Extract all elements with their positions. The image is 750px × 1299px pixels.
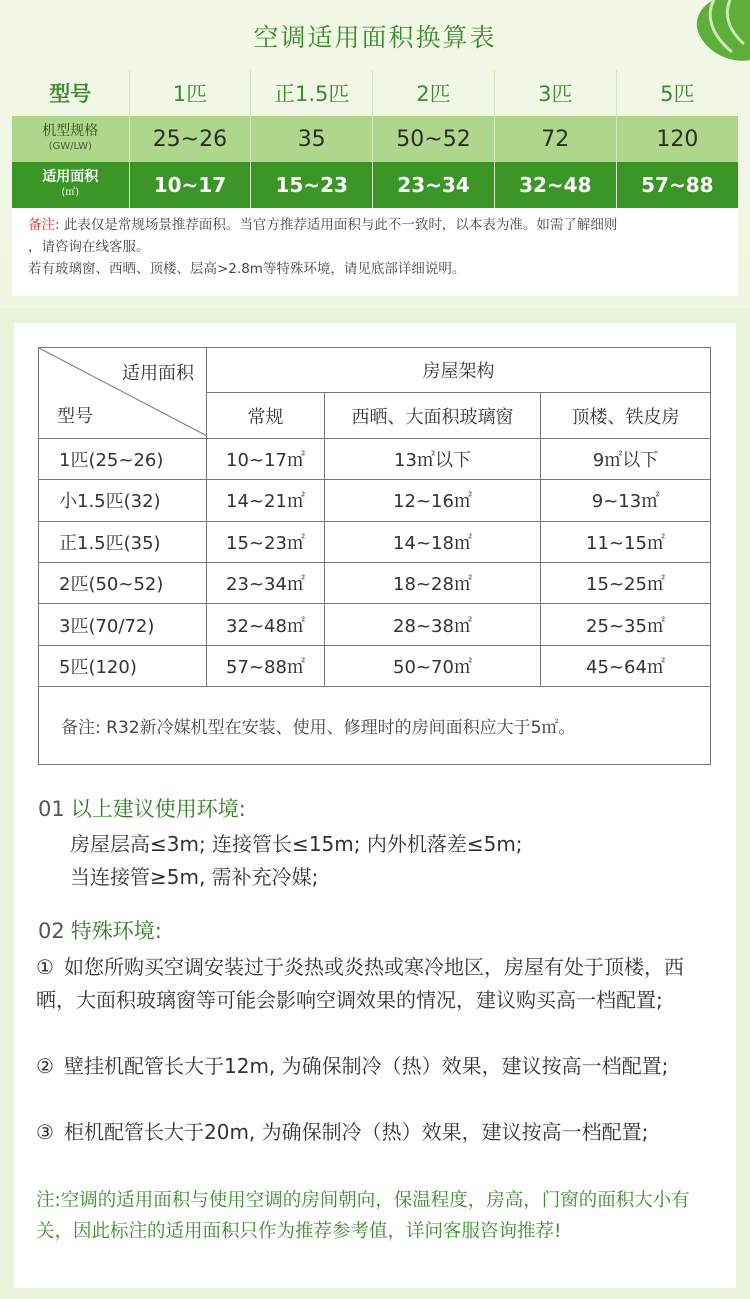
top-note-line3: 若有玻璃窗、西晒、顶楼、层高>2.8m等特殊环境，请见底部详细说明。 <box>28 261 466 277</box>
table-cell: 18~28㎡ <box>325 563 541 604</box>
table-cell: 23~34㎡ <box>207 563 325 604</box>
capacity-unit: (GW/LW) <box>48 141 92 152</box>
area-grid-table <box>38 347 711 765</box>
capacity-label: 机型规格 <box>42 123 99 139</box>
section1-title: 以上建议使用环境: <box>70 797 246 821</box>
table-cell: 45~64㎡ <box>541 645 711 686</box>
list-item <box>36 951 716 1017</box>
table-cell: 15~25㎡ <box>541 563 711 604</box>
spec-capacity-row <box>12 116 738 162</box>
top-note <box>12 208 738 280</box>
column-header: 顶楼、铁皮房 <box>541 393 711 438</box>
spec-header-row <box>12 70 738 116</box>
monstera-leaf-icon <box>670 0 750 64</box>
model-cell: 5匹(120) <box>39 645 207 686</box>
section1-heading <box>38 793 246 823</box>
area-cell: 32~48 <box>494 162 616 208</box>
diag-top-label: 适用面积 <box>122 363 194 384</box>
list-item-text: 壁挂机配管长大于12m, 为确保制冷（热）效果，建议按高一档配置; <box>64 1054 669 1078</box>
table-row <box>39 521 711 562</box>
final-note <box>36 1185 724 1247</box>
table-cell: 15~23㎡ <box>207 521 325 562</box>
area-cell: 57~88 <box>616 162 738 208</box>
top-note-line1: 此表仅是常规场景推荐面积。当官方推荐适用面积与此不一致时，以本表为准。如需了解细则 <box>63 217 618 233</box>
table-row <box>39 604 711 645</box>
final-note-prefix: 注: <box>36 1190 61 1211</box>
table-row <box>39 438 711 479</box>
circled-two-icon: ② <box>36 1054 54 1078</box>
model-cell: 5匹 <box>616 70 738 116</box>
final-note-text: 空调的适用面积与使用空调的房间朝向，保温程度，房高，门窗的面积大小有关，因此标注的适用面积只作为推荐参考值，详问客服咨询推荐! <box>36 1190 690 1242</box>
diag-bottom-label: 型号 <box>57 405 93 427</box>
column-header: 西晒、大面积玻璃窗 <box>325 393 541 438</box>
model-cell: 3匹(70/72) <box>39 604 207 645</box>
table-cell: 14~21㎡ <box>207 480 325 521</box>
list-item-text: 柜机配管长大于20m, 为确保制冷（热）效果，建议按高一档配置; <box>64 1120 649 1144</box>
table-cell: 13㎡以下 <box>325 438 541 479</box>
model-cell: 小1.5匹(32) <box>39 480 207 521</box>
area-cell: 23~34 <box>373 162 495 208</box>
spec-summary-card <box>12 70 738 296</box>
capacity-cell: 72 <box>494 116 616 162</box>
table-cell: 57~88㎡ <box>207 645 325 686</box>
table-cell: 25~35㎡ <box>541 604 711 645</box>
capacity-cell: 120 <box>616 116 738 162</box>
top-note-line2: ，请咨询在线客服。 <box>28 239 150 255</box>
circled-one-icon: ① <box>36 955 54 979</box>
circled-three-icon: ③ <box>36 1120 54 1144</box>
table-cell: 10~17㎡ <box>207 438 325 479</box>
spec-table <box>12 70 738 208</box>
table-cell: 9~13㎡ <box>541 480 711 521</box>
top-note-prefix: 备注: <box>28 217 60 233</box>
capacity-label-cell <box>12 116 129 162</box>
section1-line2: 当连接管≥5m, 需补充冷媒; <box>70 865 319 889</box>
group-header: 房屋架构 <box>207 348 711 393</box>
table-cell: 11~15㎡ <box>541 521 711 562</box>
table-row <box>39 480 711 521</box>
model-cell: 3匹 <box>494 70 616 116</box>
section2-number: 02 <box>38 919 65 943</box>
model-cell: 2匹(50~52) <box>39 563 207 604</box>
section2-title: 特殊环境: <box>70 919 162 943</box>
section2-heading <box>38 915 162 945</box>
table-cell: 12~16㎡ <box>325 480 541 521</box>
list-item-text: 如您所购买空调安装过于炎热或炎热或寒冷地区，房屋有处于顶楼，西晒，大面积玻璃窗等可能会影响空调效果的情况，建议购买高一档配置; <box>36 955 684 1012</box>
table-cell: 14~18㎡ <box>325 521 541 562</box>
model-cell: 正1.5匹 <box>251 70 373 116</box>
list-item <box>36 1050 716 1083</box>
area-cell: 15~23 <box>251 162 373 208</box>
model-cell: 正1.5匹(35) <box>39 521 207 562</box>
table-cell: 9㎡以下 <box>541 438 711 479</box>
table-cell: 32~48㎡ <box>207 604 325 645</box>
table-row <box>39 563 711 604</box>
area-label-cell <box>12 162 129 208</box>
section1-number: 01 <box>38 797 65 821</box>
detail-panel <box>14 323 736 1288</box>
model-label: 型号 <box>12 70 129 116</box>
section1-line1: 房屋层高≤3m; 连接管长≤15m; 内外机落差≤5m; <box>70 832 523 856</box>
capacity-cell: 50~52 <box>373 116 495 162</box>
model-cell: 1匹 <box>129 70 251 116</box>
table-note: 备注: R32新冷媒机型在安装、使用、修理时的房间面积应大于5㎡。 <box>39 687 711 765</box>
area-unit: (㎡) <box>61 187 80 198</box>
list-item <box>36 1116 716 1149</box>
table-row <box>39 645 711 686</box>
table-note-row <box>39 687 711 765</box>
model-cell: 2匹 <box>373 70 495 116</box>
model-cell: 1匹(25~26) <box>39 438 207 479</box>
capacity-cell: 25~26 <box>129 116 251 162</box>
diagonal-header-cell <box>39 348 207 439</box>
column-header: 常规 <box>207 393 325 438</box>
table-cell: 28~38㎡ <box>325 604 541 645</box>
capacity-cell: 35 <box>251 116 373 162</box>
spec-area-row <box>12 162 738 208</box>
area-cell: 10~17 <box>129 162 251 208</box>
page-title: 空调适用面积换算表 <box>253 23 497 52</box>
table-cell: 50~70㎡ <box>325 645 541 686</box>
area-label: 适用面积 <box>42 169 99 185</box>
